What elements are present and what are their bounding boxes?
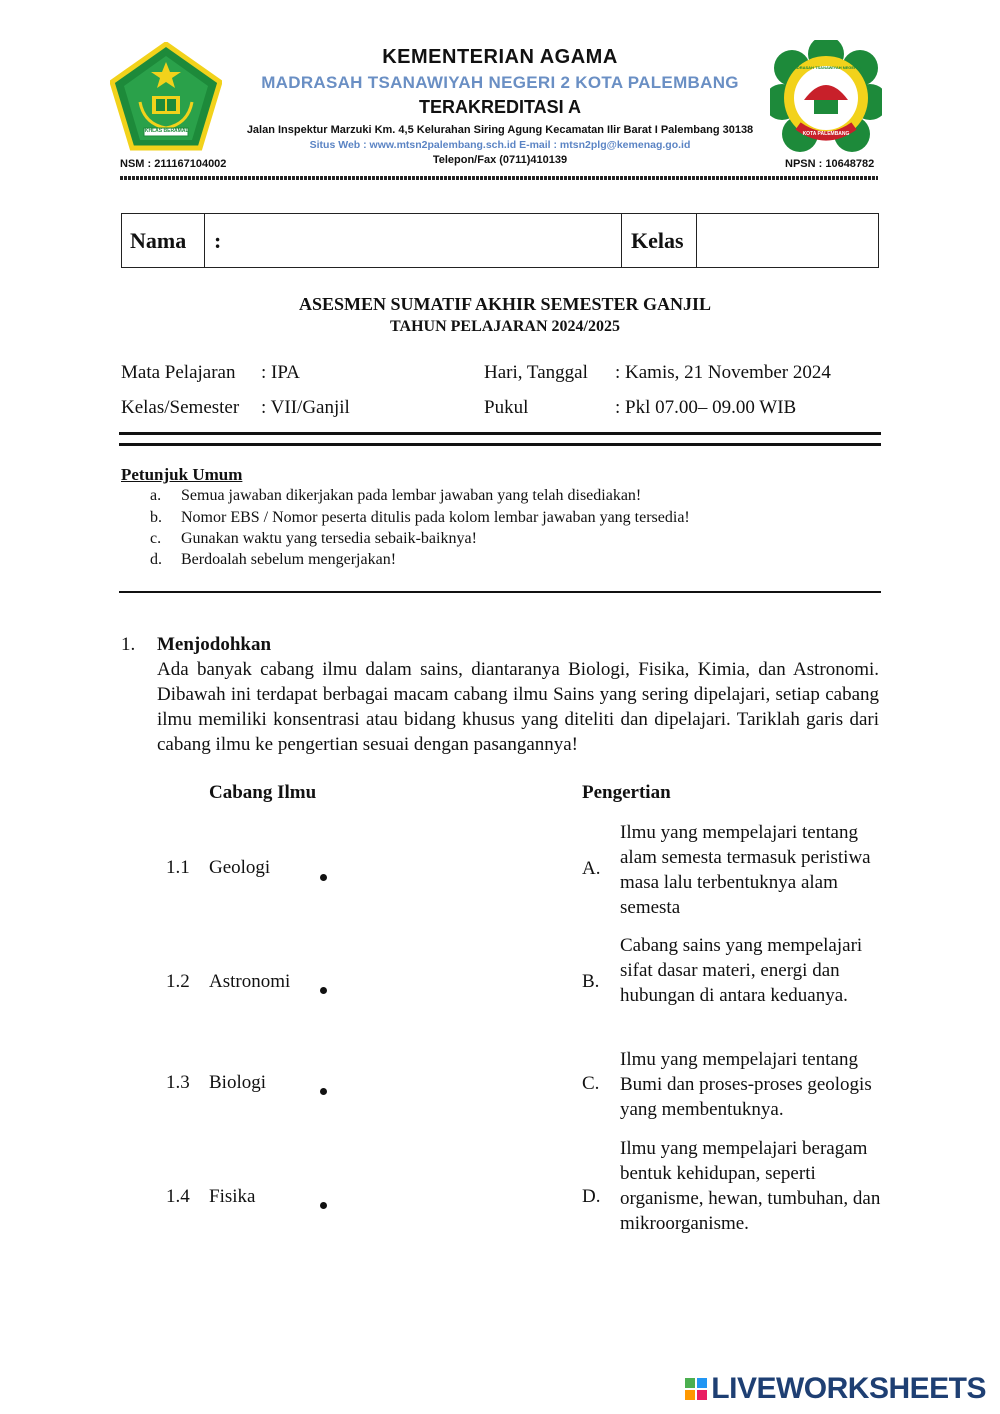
cell-divider bbox=[621, 214, 622, 267]
right-column-header: Pengertian bbox=[582, 782, 671, 803]
cell-divider bbox=[204, 214, 205, 267]
branch-name: Fisika bbox=[209, 1186, 256, 1207]
question-title: Menjodohkan bbox=[157, 634, 272, 655]
accreditation: TERAKREDITASI A bbox=[419, 97, 581, 117]
day-value: : Kamis, 21 November 2024 bbox=[615, 362, 831, 383]
nsm-number: NSM : 211167104002 bbox=[120, 158, 227, 170]
class-semester-label: Kelas/Semester bbox=[121, 397, 240, 418]
branch-number: 1.1 bbox=[166, 857, 190, 878]
section-divider bbox=[119, 591, 881, 593]
school-name: MADRASAH TSANAWIYAH NEGERI 2 KOTA PALEMBANG bbox=[261, 73, 739, 92]
instruction-text: Berdoalah sebelum mengerjakan! bbox=[181, 551, 397, 568]
school-phone: Telepon/Fax (0711)410139 bbox=[432, 154, 568, 166]
definition-letter: C. bbox=[582, 1073, 600, 1094]
instruction-text: Semua jawaban dikerjakan pada lembar jawaban yang telah disediakan! bbox=[181, 487, 642, 504]
kemenag-logo bbox=[110, 42, 222, 152]
definition-letter: A. bbox=[582, 858, 601, 879]
left-logo-label: IKHLAS BERAMAL bbox=[143, 128, 189, 134]
day-label: Hari, Tanggal bbox=[484, 362, 588, 383]
exam-title: ASESMEN SUMATIF AKHIR SEMESTER GANJIL bbox=[298, 294, 712, 314]
school-address: Jalan Inspektur Marzuki Km. 4,5 Kelurahan Siring Agung Kecamatan Ilir Barat I Palembang 30138 bbox=[246, 124, 754, 136]
instruction-item bbox=[150, 509, 690, 527]
student-identity-box bbox=[121, 213, 879, 268]
letterhead-divider bbox=[120, 176, 878, 180]
time-label: Pukul bbox=[484, 397, 529, 418]
branch-number: 1.3 bbox=[166, 1072, 190, 1093]
instruction-letter: c. bbox=[150, 530, 162, 547]
right-logo-label: KOTA PALEMBANG bbox=[802, 131, 850, 137]
instruction-item bbox=[150, 487, 641, 505]
time-value: : Pkl 07.00– 09.00 WIB bbox=[615, 397, 797, 418]
cell-divider bbox=[696, 214, 697, 267]
subject-value: : IPA bbox=[261, 362, 300, 383]
info-divider bbox=[119, 432, 881, 446]
definition-text[interactable]: Ilmu yang mempelajari tentang alam semesta termasuk peristiwa masa lalu terbentuknya alam semesta bbox=[620, 822, 871, 918]
branch-name: Biologi bbox=[209, 1072, 267, 1093]
instruction-item bbox=[150, 551, 396, 569]
name-field[interactable] bbox=[214, 214, 614, 267]
instruction-text: Nomor EBS / Nomor peserta ditulis pada kolom lembar jawaban yang tersedia! bbox=[181, 509, 690, 526]
liveworksheets-icon bbox=[685, 1378, 707, 1400]
right-logo-ring: MADRASAH TSANAWIYAH NEGERI 2 bbox=[790, 65, 862, 70]
name-label: Nama bbox=[130, 227, 187, 253]
school-contact-web: Situs Web : www.mtsn2palembang.sch.id E-mail : mtsn2plg@kemenag.go.id bbox=[309, 139, 691, 151]
npsn-number: NPSN : 10648782 bbox=[785, 158, 875, 170]
match-dot-left[interactable] bbox=[320, 1088, 327, 1095]
branch-number: 1.4 bbox=[166, 1186, 190, 1207]
instructions-heading: Petunjuk Umum bbox=[121, 465, 243, 484]
letterhead-text bbox=[240, 46, 760, 166]
definition-text[interactable]: Ilmu yang mempelajari beragam bentuk kehidupan, seperti organisme, hewan, tumbuhan, dan mikroorganisme. bbox=[620, 1138, 881, 1234]
instruction-letter: a. bbox=[150, 487, 162, 504]
definition-text[interactable]: Cabang sains yang mempelajari sifat dasar materi, energi dan hubungan di antara keduanya. bbox=[620, 935, 863, 1006]
left-column-header: Cabang Ilmu bbox=[209, 782, 317, 803]
instruction-letter: b. bbox=[150, 509, 162, 526]
definition-text[interactable]: Ilmu yang mempelajari tentang Bumi dan proses-proses geologis yang membentuknya. bbox=[620, 1049, 872, 1120]
instruction-text: Gunakan waktu yang tersedia sebaik-baiknya! bbox=[181, 530, 477, 547]
class-label: Kelas bbox=[631, 227, 684, 253]
branch-name: Astronomi bbox=[209, 971, 291, 992]
match-dot-left[interactable] bbox=[320, 987, 327, 994]
definition-letter: B. bbox=[582, 971, 600, 992]
question-number: 1. bbox=[121, 634, 136, 655]
name-colon: : bbox=[214, 227, 222, 253]
exam-year: TAHUN PELAJARAN 2024/2025 bbox=[390, 318, 620, 335]
liveworksheets-watermark bbox=[685, 1372, 986, 1406]
ministry-name: KEMENTERIAN AGAMA bbox=[382, 46, 618, 68]
instruction-item bbox=[150, 530, 477, 548]
liveworksheets-text: LIVEWORKSHEETS bbox=[711, 1372, 986, 1405]
definition-letter: D. bbox=[582, 1186, 601, 1207]
question-body: Ada banyak cabang ilmu dalam sains, diantaranya Biologi, Fisika, Kimia, dan Astronomi. Dibawah ini terdapat berbagai macam cabang ilmu Sains yang sering dipelajari, setiap cabang ilmu memiliki konsentrasi atau bidang khusus yang diteliti dan dipelajari. Tariklah garis dari cabang ilmu ke pengertian sesuai dengan pasangannya! bbox=[157, 659, 879, 755]
branch-number: 1.2 bbox=[166, 971, 190, 992]
subject-label: Mata Pelajaran bbox=[121, 362, 236, 383]
branch-name: Geologi bbox=[209, 857, 271, 878]
class-semester-value: : VII/Ganjil bbox=[261, 397, 350, 418]
class-field[interactable] bbox=[698, 214, 878, 267]
match-dot-left[interactable] bbox=[320, 1202, 327, 1209]
match-dot-left[interactable] bbox=[320, 874, 327, 881]
instruction-letter: d. bbox=[150, 551, 162, 568]
